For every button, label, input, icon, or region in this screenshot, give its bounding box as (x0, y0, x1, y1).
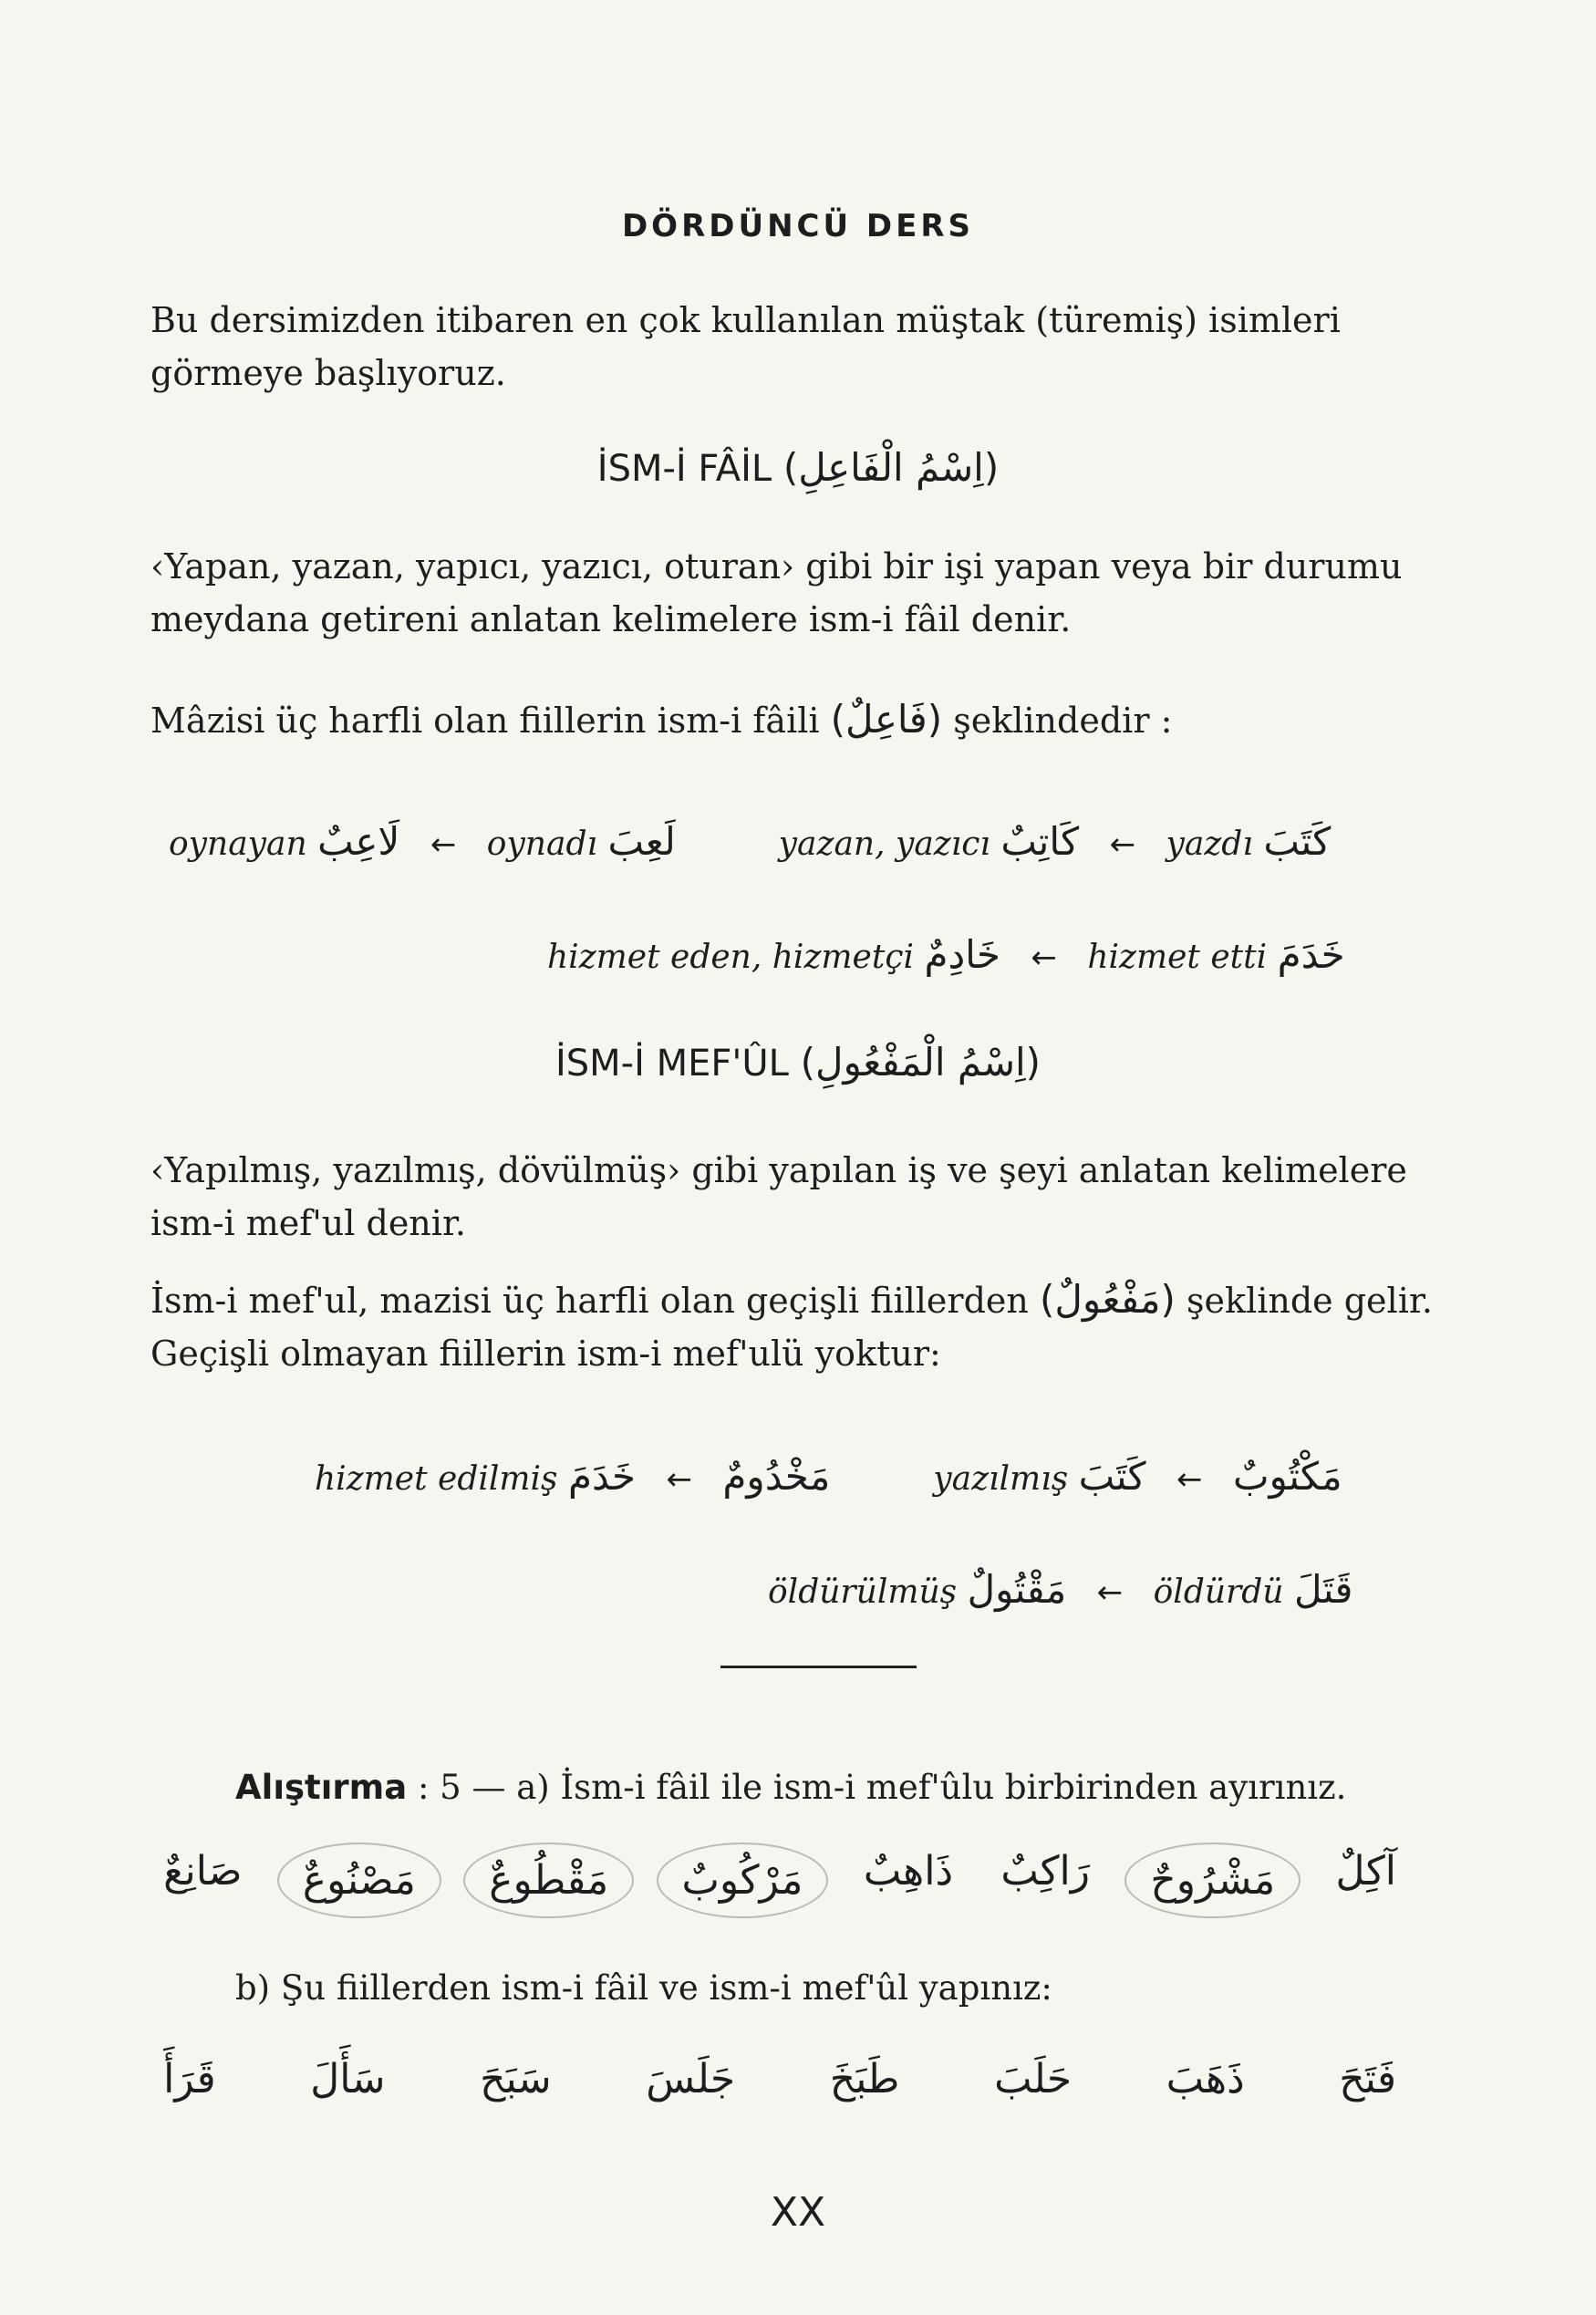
ism-fail-pattern-after: şeklindedir : (953, 701, 1173, 741)
example-derived-word: مَكْتُوبٌ (1232, 1454, 1342, 1499)
arrow-left-icon: ← (1031, 939, 1057, 976)
ism-meful-title-arabic: (اِسْمُ الْمَفْعُولِ) (800, 1040, 1042, 1085)
exercise-part-a-text: İsm-i fâil ile ism-i mef'ûlu birbirinden ayırınız. (560, 1768, 1347, 1807)
example-meaning: yazılmış (933, 1460, 1069, 1498)
arrow-left-icon: ← (1109, 826, 1136, 863)
exercise-word-circled: مَصْنُوعٌ (277, 1843, 441, 1918)
ism-meful-pattern-after: şeklinde gelir. Geçişli olmayan fiillerin ism-i mef'ulü yoktur: (150, 1281, 1433, 1374)
exercise-word: ذَهَبَ (1166, 2056, 1245, 2102)
example-meaning: hizmet eden, hizmetçi (547, 939, 914, 976)
exercise-heading (235, 1768, 1346, 1807)
example-derived-word: مَقْتُولٌ (967, 1567, 1067, 1612)
example-meaning: hizmet edilmiş (315, 1460, 558, 1498)
exercise-label: Alıştırma (235, 1768, 408, 1807)
intro-paragraph: Bu dersimizden itibaren en çok kullanılan müştak (türemiş) isimleri görmeye başlıyoruz. (150, 300, 1341, 393)
ism-meful-definition: ‹Yapılmış, yazılmış, dövülmüş› gibi yapılan iş ve şeyi anlatan kelimelere ism-i mef'ul denir. (150, 1150, 1407, 1243)
ism-meful-pattern (150, 1273, 1482, 1380)
ism-meful-title (0, 1040, 1596, 1085)
example-root-meaning: hizmet etti (1087, 939, 1268, 976)
exercise-number: 5 — (440, 1768, 506, 1807)
example-meaning: öldürülmüş (768, 1573, 958, 1611)
ism-fail-title (0, 445, 1596, 490)
arrow-left-icon: ← (1096, 1574, 1124, 1611)
ism-fail-pattern-arabic: (فَاعِلٌ) (830, 697, 943, 742)
exercise-word: حَلَبَ (994, 2056, 1073, 2102)
ism-fail-definition: ‹Yapan, yazan, yapıcı, yazıcı, oturan› gibi bir işi yapan veya bir durumu meydana getireni anlatan kelimelere ism-i fâil denir. (150, 546, 1403, 639)
exercise-separator: : (417, 1768, 430, 1807)
exercise-word: رَاكِبٌ (1000, 1848, 1091, 1895)
example-root-meaning: yazdı (1166, 825, 1253, 863)
exercise-word: صَانِعٌ (163, 1848, 243, 1895)
example-root-word: كَتَبَ (1078, 1454, 1146, 1499)
exercise-part-a-label: a) (516, 1768, 550, 1807)
ism-fail-pattern (150, 693, 1482, 747)
ism-meful-examples-row-2 (768, 1567, 1353, 1612)
exercise-word-circled: مَرْكُوبٌ (657, 1843, 829, 1918)
exercise-word-circled: مَقْطُوعٌ (463, 1843, 634, 1918)
ism-fail-pattern-before: Mâzisi üç harfli olan fiillerin ism-i fâili (150, 701, 820, 741)
exercise-word: سَأَلَ (310, 2056, 386, 2102)
example-meaning: oynayan (169, 825, 307, 863)
arrow-left-icon: ← (1176, 1461, 1203, 1498)
exercise-word: طَبَخَ (829, 2056, 900, 2102)
example-root-word: قَتَلَ (1293, 1567, 1353, 1612)
exercise-word: سَبَحَ (480, 2056, 552, 2102)
ism-fail-title-arabic: (اِسْمُ الْفَاعِلِ) (782, 445, 1000, 490)
lesson-heading: DÖRDÜNCÜ DERS (621, 208, 975, 244)
exercise-part-b-heading (235, 1968, 1052, 2008)
exercise-word: قَرَأَ (163, 2056, 216, 2102)
ism-meful-title-text: İSM-İ MEF'ÛL (554, 1043, 789, 1085)
example-meaning: yazan, yazıcı (778, 825, 990, 863)
example-derived-word: خَادِمٌ (924, 932, 1000, 977)
ism-fail-examples-row-2 (547, 932, 1345, 977)
arrow-left-icon: ← (430, 826, 457, 863)
example-derived-word: لَاعِبٌ (317, 819, 400, 864)
example-root-word: لَعِبَ (607, 819, 676, 864)
example-root-word: كَتَبَ (1263, 819, 1332, 864)
example-root-meaning: öldürdü (1153, 1573, 1284, 1611)
exercise-part-b-words (150, 2050, 1409, 2108)
example-root-meaning: oynadı (486, 825, 597, 863)
exercise-part-b-text: Şu fiillerden ism-i fâil ve ism-i mef'ûl yapınız: (280, 1968, 1052, 2008)
section-divider (720, 1666, 917, 1668)
example-derived-word: كَاتِبٌ (1000, 819, 1080, 864)
ism-meful-examples-row-1 (315, 1454, 1342, 1499)
exercise-part-b-label: b) (235, 1968, 271, 2008)
exercise-word-circled: مَشْرُوحٌ (1124, 1843, 1301, 1918)
ism-fail-title-text: İSM-İ FÂİL (596, 448, 772, 490)
ism-meful-pattern-arabic: (مَفْعُولٌ) (1039, 1277, 1176, 1322)
example-root-word: خَدَمَ (567, 1454, 636, 1499)
exercise-word: آكِلٌ (1335, 1848, 1396, 1895)
exercise-word: جَلَسَ (646, 2056, 736, 2102)
page-number: XX (770, 2189, 826, 2236)
exercise-word: ذَاهِبٌ (863, 1848, 954, 1895)
exercise-word: فَتَحَ (1339, 2056, 1396, 2102)
arrow-left-icon: ← (666, 1461, 692, 1498)
ism-meful-pattern-before: İsm-i mef'ul, mazisi üç harfli olan geçişli fiillerden (150, 1281, 1029, 1321)
exercise-part-a-words (150, 1843, 1409, 1918)
ism-fail-examples-row-1 (169, 819, 1331, 864)
example-root-word: خَدَمَ (1277, 932, 1345, 977)
example-derived-word: مَخْدُومٌ (722, 1454, 831, 1499)
